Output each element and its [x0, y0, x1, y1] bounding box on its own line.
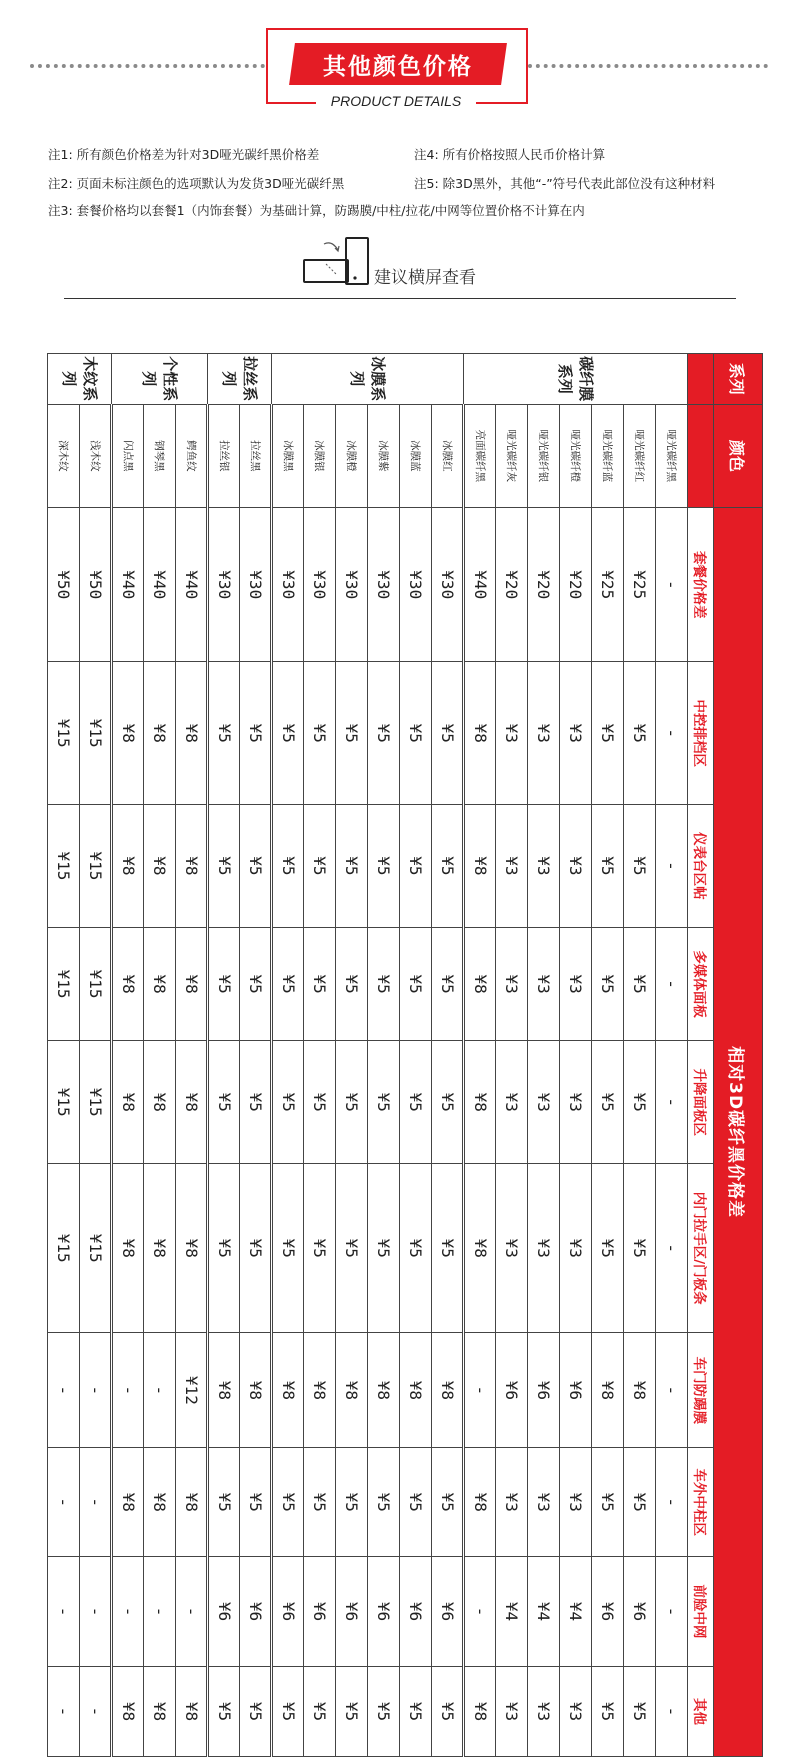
price-cell: ¥3	[496, 927, 528, 1041]
table-row	[656, 354, 688, 1757]
table-row	[496, 354, 528, 1757]
price-cell: ¥5	[432, 927, 464, 1041]
price-cell: ¥5	[624, 1666, 656, 1756]
price-cell: ¥15	[48, 1041, 80, 1164]
price-cell: ¥8	[208, 1333, 240, 1448]
price-cell: ¥8	[464, 927, 496, 1041]
price-cell: ¥5	[304, 662, 336, 805]
price-cell: -	[144, 1557, 176, 1667]
price-cell: ¥5	[368, 927, 400, 1041]
color-cell: 拉丝银	[208, 404, 240, 508]
price-cell: -	[656, 927, 688, 1041]
price-cell: ¥4	[496, 1557, 528, 1667]
price-cell: -	[656, 508, 688, 662]
price-cell: ¥8	[144, 662, 176, 805]
price-cell: ¥6	[208, 1557, 240, 1667]
price-cell: ¥15	[48, 927, 80, 1041]
price-cell: ¥8	[464, 1164, 496, 1333]
table-row	[400, 354, 432, 1757]
price-cell: -	[656, 805, 688, 928]
price-cell: ¥3	[560, 1666, 592, 1756]
price-cell: ¥30	[304, 508, 336, 662]
price-cell: ¥3	[560, 1448, 592, 1557]
price-cell: ¥5	[432, 1666, 464, 1756]
price-cell: ¥8	[592, 1333, 624, 1448]
price-cell: ¥8	[336, 1333, 368, 1448]
table-row	[208, 354, 240, 1757]
price-cell: ¥3	[496, 1666, 528, 1756]
color-cell: 钢琴黑	[144, 404, 176, 508]
price-table	[47, 353, 763, 1757]
header-spacer	[688, 354, 714, 405]
price-cell: ¥5	[624, 1448, 656, 1557]
price-cell: ¥6	[272, 1557, 304, 1667]
price-cell: ¥8	[112, 1448, 144, 1557]
price-cell: ¥5	[240, 1666, 272, 1756]
price-cell: ¥3	[560, 927, 592, 1041]
price-cell: ¥8	[144, 1164, 176, 1333]
price-cell: -	[112, 1557, 144, 1667]
divider	[64, 298, 736, 299]
price-cell: ¥15	[80, 662, 112, 805]
price-cell: ¥5	[400, 1041, 432, 1164]
price-cell: -	[176, 1557, 208, 1667]
table-row	[48, 354, 80, 1757]
price-cell: ¥5	[624, 662, 656, 805]
table-row	[112, 354, 144, 1757]
price-cell: ¥5	[400, 1666, 432, 1756]
price-cell: ¥3	[528, 805, 560, 928]
price-cell: -	[656, 1164, 688, 1333]
price-cell: ¥3	[528, 927, 560, 1041]
price-cell: ¥5	[240, 1164, 272, 1333]
note-2: 注2: 页面未标注颜色的选项默认为发货3D哑光碳纤黑	[48, 176, 345, 191]
price-cell: ¥30	[368, 508, 400, 662]
color-cell: 浅木纹	[80, 404, 112, 508]
price-cell: ¥5	[368, 1666, 400, 1756]
price-cell: ¥5	[272, 1448, 304, 1557]
price-cell: ¥8	[112, 927, 144, 1041]
price-cell: ¥8	[176, 662, 208, 805]
price-cell: ¥8	[112, 805, 144, 928]
price-cell: ¥8	[112, 1041, 144, 1164]
price-cell: ¥15	[48, 1164, 80, 1333]
column-header: 升降面板区	[688, 1041, 714, 1164]
color-cell: 冰膜黑	[272, 404, 304, 508]
price-cell: ¥30	[208, 508, 240, 662]
price-cell: -	[80, 1333, 112, 1448]
column-header: 多媒体面板	[688, 927, 714, 1041]
price-cell: -	[48, 1557, 80, 1667]
price-cell: ¥3	[560, 805, 592, 928]
note-5: 注5: 除3D黑外，其他“-”符号代表此部位没有这种材料	[414, 176, 716, 191]
price-cell: ¥6	[496, 1333, 528, 1448]
table-row	[464, 354, 496, 1757]
column-header: 内门拉手区/门板条	[688, 1164, 714, 1333]
price-cell: -	[656, 662, 688, 805]
price-cell: ¥8	[176, 1448, 208, 1557]
price-cell: ¥5	[336, 927, 368, 1041]
price-cell: ¥3	[560, 1164, 592, 1333]
color-cell: 冰膜橙	[336, 404, 368, 508]
price-cell: ¥5	[240, 1041, 272, 1164]
price-cell: ¥6	[304, 1557, 336, 1667]
price-cell: -	[656, 1333, 688, 1448]
price-cell: ¥5	[592, 1041, 624, 1164]
series-cell: 拉丝系列	[208, 354, 272, 405]
table-row	[80, 354, 112, 1757]
section-subtitle: PRODUCT DETAILS	[330, 93, 462, 109]
rotate-phone-icon	[302, 236, 372, 288]
price-cell: ¥15	[80, 1164, 112, 1333]
price-cell: ¥3	[496, 1041, 528, 1164]
price-cell: ¥5	[208, 1041, 240, 1164]
price-cell: ¥3	[528, 1666, 560, 1756]
price-cell: ¥5	[368, 1164, 400, 1333]
price-cell: ¥3	[560, 662, 592, 805]
price-cell: ¥8	[464, 662, 496, 805]
price-cell: -	[656, 1448, 688, 1557]
price-cell: ¥8	[624, 1333, 656, 1448]
price-cell: ¥30	[336, 508, 368, 662]
price-cell: ¥5	[336, 1164, 368, 1333]
price-cell: ¥20	[496, 508, 528, 662]
price-cell: -	[144, 1333, 176, 1448]
price-cell: ¥25	[592, 508, 624, 662]
price-cell: ¥5	[240, 662, 272, 805]
price-cell: ¥3	[496, 805, 528, 928]
price-cell: ¥3	[496, 1448, 528, 1557]
price-cell: ¥4	[560, 1557, 592, 1667]
note-1: 注1: 所有颜色价格差为针对3D哑光碳纤黑价格差	[48, 147, 320, 162]
price-cell: ¥5	[272, 1666, 304, 1756]
price-cell: ¥8	[176, 1666, 208, 1756]
price-cell: ¥50	[48, 508, 80, 662]
price-cell: ¥6	[400, 1557, 432, 1667]
header-dotted-line-left	[30, 64, 265, 68]
price-cell: ¥5	[208, 927, 240, 1041]
price-cell: ¥30	[272, 508, 304, 662]
price-cell: ¥5	[336, 805, 368, 928]
price-cell: ¥8	[112, 1666, 144, 1756]
column-header: 套餐价格差	[688, 508, 714, 662]
price-cell: ¥8	[240, 1333, 272, 1448]
price-cell: ¥6	[624, 1557, 656, 1667]
column-header: 中控排档区	[688, 662, 714, 805]
color-cell: 哑光碳纤橙	[560, 404, 592, 508]
price-cell: ¥8	[176, 805, 208, 928]
price-cell: ¥5	[400, 927, 432, 1041]
color-cell: 拉丝黑	[240, 404, 272, 508]
price-cell: ¥6	[240, 1557, 272, 1667]
price-cell: ¥5	[272, 1041, 304, 1164]
price-cell: ¥6	[432, 1557, 464, 1667]
price-cell: ¥8	[176, 1041, 208, 1164]
price-cell: ¥5	[272, 805, 304, 928]
price-cell: -	[656, 1666, 688, 1756]
price-cell: ¥5	[432, 662, 464, 805]
price-cell: ¥8	[432, 1333, 464, 1448]
color-cell: 冰膜蓝	[400, 404, 432, 508]
price-cell: ¥8	[464, 1448, 496, 1557]
price-cell: ¥5	[624, 805, 656, 928]
price-cell: ¥3	[496, 662, 528, 805]
price-cell: -	[464, 1333, 496, 1448]
price-cell: ¥5	[624, 927, 656, 1041]
price-cell: ¥5	[304, 1448, 336, 1557]
price-cell: ¥15	[48, 805, 80, 928]
price-cell: -	[80, 1448, 112, 1557]
table-row	[336, 354, 368, 1757]
price-cell: ¥5	[592, 1666, 624, 1756]
price-cell: ¥8	[272, 1333, 304, 1448]
price-cell: ¥5	[624, 1164, 656, 1333]
price-cell: ¥5	[592, 927, 624, 1041]
price-cell: ¥6	[528, 1333, 560, 1448]
price-cell: ¥5	[400, 1448, 432, 1557]
header-dotted-line-right	[528, 64, 768, 68]
price-cell: ¥15	[48, 662, 80, 805]
price-diff-title: 相对3D碳纤黑价格差	[713, 508, 762, 1757]
color-cell: 哑光碳纤蓝	[592, 404, 624, 508]
price-cell: -	[48, 1448, 80, 1557]
price-cell: -	[656, 1557, 688, 1667]
price-cell: ¥5	[272, 927, 304, 1041]
table-row	[176, 354, 208, 1757]
price-cell: ¥8	[304, 1333, 336, 1448]
price-cell: ¥30	[240, 508, 272, 662]
price-cell: ¥5	[304, 1041, 336, 1164]
price-cell: ¥5	[400, 1164, 432, 1333]
price-cell: ¥8	[176, 927, 208, 1041]
series-cell: 木纹系列	[48, 354, 112, 405]
price-cell: ¥5	[432, 1164, 464, 1333]
price-cell: ¥5	[304, 927, 336, 1041]
price-cell: ¥5	[432, 1041, 464, 1164]
price-cell: ¥5	[336, 1666, 368, 1756]
price-cell: ¥5	[304, 805, 336, 928]
color-cell: 哑光碳纤黑	[656, 404, 688, 508]
price-cell: -	[656, 1041, 688, 1164]
price-cell: ¥5	[624, 1041, 656, 1164]
price-cell: ¥3	[528, 1448, 560, 1557]
price-cell: ¥3	[528, 1041, 560, 1164]
price-cell: ¥40	[464, 508, 496, 662]
table-row	[592, 354, 624, 1757]
price-cell: -	[48, 1666, 80, 1756]
price-cell: ¥6	[368, 1557, 400, 1667]
table-row	[368, 354, 400, 1757]
table-row	[624, 354, 656, 1757]
color-cell: 闪点黑	[112, 404, 144, 508]
price-cell: ¥5	[400, 662, 432, 805]
column-header: 其他	[688, 1666, 714, 1756]
note-3: 注3: 套餐价格均以套餐1（内饰套餐）为基础计算，防踢膜/中柱/拉花/中网等位置价格不计算在内	[48, 203, 585, 218]
price-cell: ¥5	[368, 1041, 400, 1164]
price-cell: ¥5	[592, 805, 624, 928]
series-cell: 碳纤膜系列	[464, 354, 688, 405]
table-row	[528, 354, 560, 1757]
price-table-container	[0, 353, 763, 1725]
price-cell: ¥15	[80, 1041, 112, 1164]
column-header: 车外中柱区	[688, 1448, 714, 1557]
price-cell: ¥5	[208, 662, 240, 805]
price-cell: ¥3	[528, 1164, 560, 1333]
price-cell: ¥8	[464, 1666, 496, 1756]
price-cell: ¥8	[112, 1164, 144, 1333]
header-frame-edge	[266, 102, 316, 104]
price-cell: ¥5	[240, 805, 272, 928]
price-cell: ¥30	[432, 508, 464, 662]
section-title: 其他颜色价格	[323, 53, 473, 80]
price-cell: ¥8	[464, 1041, 496, 1164]
price-cell: ¥8	[112, 662, 144, 805]
price-cell: ¥5	[336, 662, 368, 805]
price-cell: ¥30	[400, 508, 432, 662]
price-cell: ¥5	[432, 805, 464, 928]
color-cell: 深木纹	[48, 404, 80, 508]
color-cell: 亮面碳纤黑	[464, 404, 496, 508]
price-cell: ¥8	[464, 805, 496, 928]
price-cell: ¥8	[144, 927, 176, 1041]
price-cell: ¥8	[144, 1041, 176, 1164]
color-cell: 冰膜紫	[368, 404, 400, 508]
price-cell: ¥8	[144, 805, 176, 928]
header-spacer	[688, 404, 714, 508]
price-cell: ¥40	[144, 508, 176, 662]
price-cell: ¥3	[496, 1164, 528, 1333]
table-row	[144, 354, 176, 1757]
table-row	[272, 354, 304, 1757]
price-cell: ¥20	[528, 508, 560, 662]
color-cell: 冰膜红	[432, 404, 464, 508]
price-cell: ¥5	[272, 662, 304, 805]
price-cell: ¥5	[304, 1666, 336, 1756]
table-row	[560, 354, 592, 1757]
price-cell: ¥5	[208, 805, 240, 928]
price-cell: ¥3	[560, 1041, 592, 1164]
price-cell: ¥15	[80, 927, 112, 1041]
color-cell: 哑光碳纤灰	[496, 404, 528, 508]
price-cell: ¥5	[592, 1448, 624, 1557]
table-row	[240, 354, 272, 1757]
price-cell: ¥5	[208, 1164, 240, 1333]
color-cell: 哑光碳纤银	[528, 404, 560, 508]
series-cell: 冰膜系列	[272, 354, 464, 405]
price-cell: ¥20	[560, 508, 592, 662]
price-cell: ¥3	[528, 662, 560, 805]
series-cell: 个性系列	[112, 354, 208, 405]
price-cell: ¥5	[368, 805, 400, 928]
color-cell: 鳄鱼纹	[176, 404, 208, 508]
price-cell: ¥40	[176, 508, 208, 662]
price-cell: ¥40	[112, 508, 144, 662]
price-cell: ¥8	[368, 1333, 400, 1448]
price-cell: ¥5	[240, 1448, 272, 1557]
price-cell: -	[112, 1333, 144, 1448]
section-title-banner	[289, 43, 507, 85]
price-cell: ¥15	[80, 805, 112, 928]
color-cell: 哑光碳纤红	[624, 404, 656, 508]
price-cell: ¥5	[432, 1448, 464, 1557]
series-header: 系列	[713, 354, 762, 405]
price-cell: ¥5	[272, 1164, 304, 1333]
price-cell: ¥4	[528, 1557, 560, 1667]
price-cell: ¥5	[592, 1164, 624, 1333]
price-cell: ¥6	[336, 1557, 368, 1667]
price-cell: ¥5	[304, 1164, 336, 1333]
column-header: 前脸中网	[688, 1557, 714, 1667]
price-cell: ¥5	[368, 662, 400, 805]
price-cell: ¥5	[240, 927, 272, 1041]
price-cell: ¥6	[560, 1333, 592, 1448]
price-cell: ¥5	[208, 1666, 240, 1756]
price-cell: ¥8	[144, 1448, 176, 1557]
price-cell: ¥5	[336, 1448, 368, 1557]
note-4: 注4: 所有价格按照人民币价格计算	[414, 147, 606, 162]
price-cell: ¥5	[368, 1448, 400, 1557]
price-cell: ¥5	[208, 1448, 240, 1557]
price-cell: ¥6	[592, 1557, 624, 1667]
price-cell: -	[464, 1557, 496, 1667]
price-cell: ¥8	[176, 1164, 208, 1333]
table-row	[432, 354, 464, 1757]
price-cell: ¥8	[400, 1333, 432, 1448]
price-cell: -	[80, 1557, 112, 1667]
price-cell: ¥8	[144, 1666, 176, 1756]
price-cell: ¥50	[80, 508, 112, 662]
price-cell: ¥25	[624, 508, 656, 662]
price-cell: ¥5	[400, 805, 432, 928]
price-cell: -	[80, 1666, 112, 1756]
color-cell: 冰膜银	[304, 404, 336, 508]
color-header: 颜色	[713, 404, 762, 508]
column-header: 车门防踢膜	[688, 1333, 714, 1448]
price-cell: ¥12	[176, 1333, 208, 1448]
price-cell: -	[48, 1333, 80, 1448]
table-row	[304, 354, 336, 1757]
column-header: 仪表台区帖	[688, 805, 714, 928]
price-cell: ¥5	[592, 662, 624, 805]
price-cell: ¥5	[336, 1041, 368, 1164]
header-frame-edge	[476, 102, 528, 104]
landscape-hint: 建议横屏查看	[374, 268, 476, 288]
